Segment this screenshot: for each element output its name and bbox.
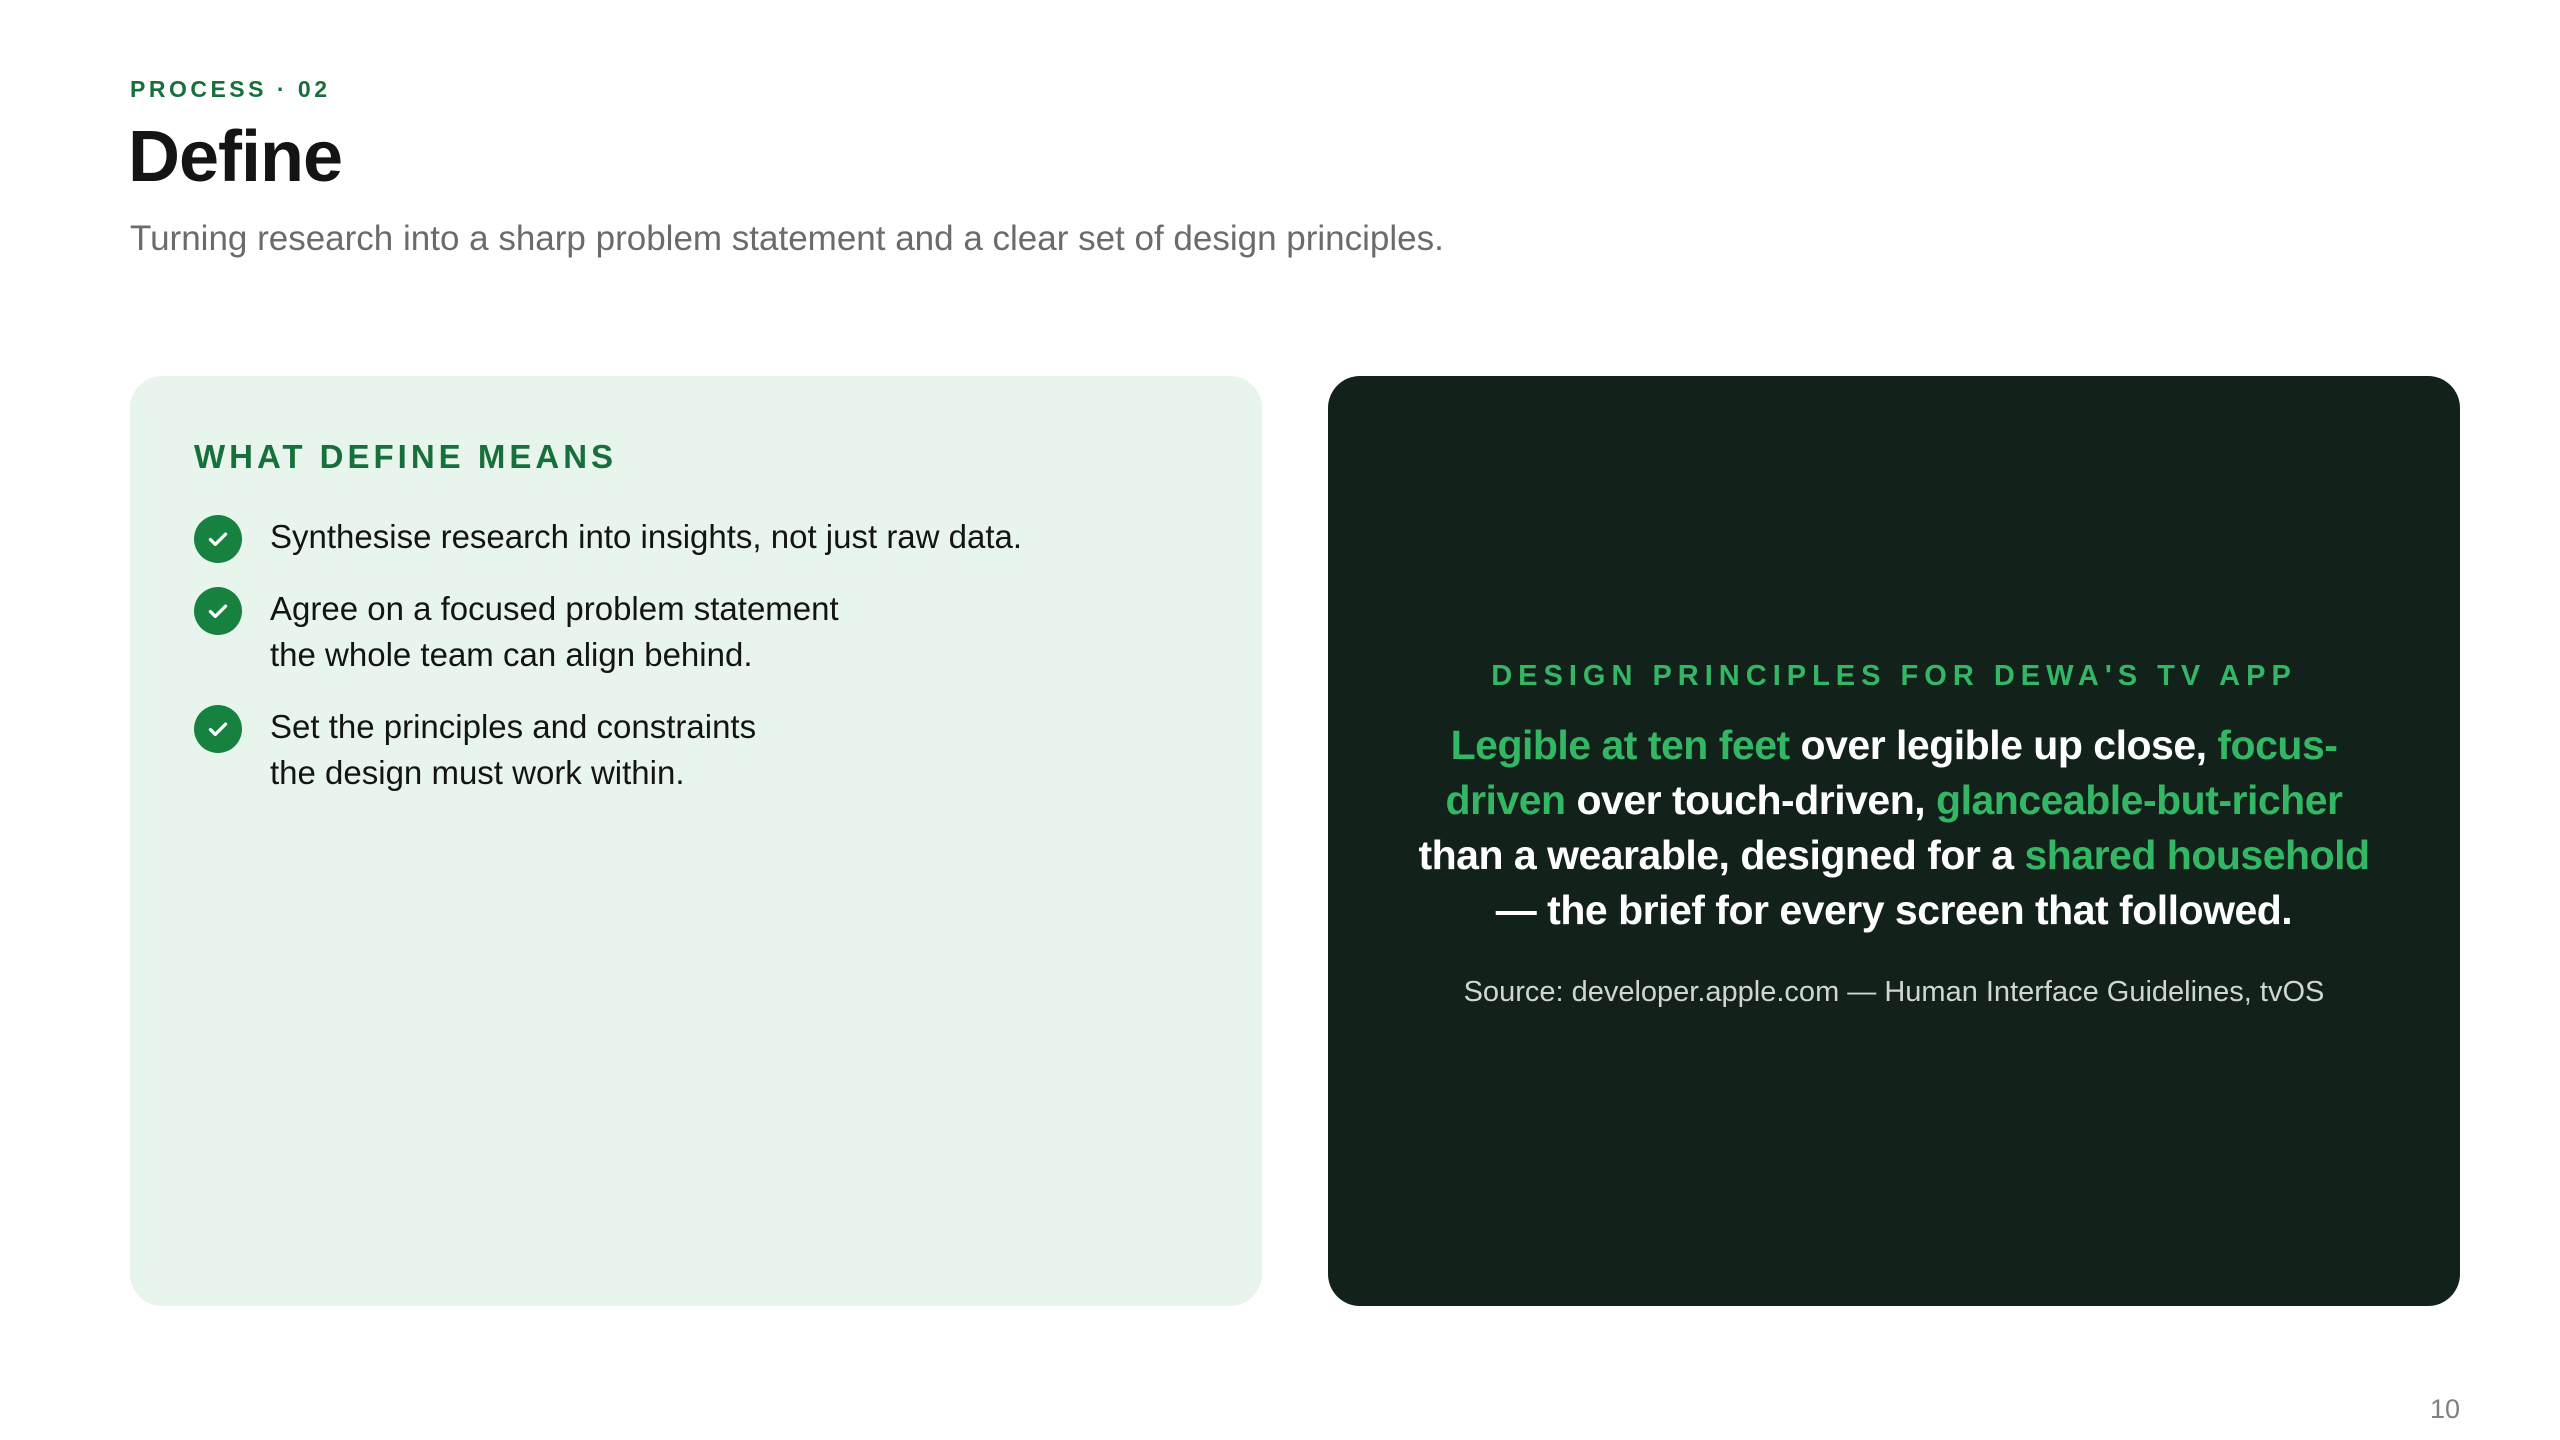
list-item-text: Agree on a focused problem statement the whole team can align behind. bbox=[270, 590, 839, 673]
principle-text: over touch-driven, bbox=[1565, 777, 1937, 823]
list-item bbox=[194, 586, 1022, 678]
section-eyebrow: PROCESS · 02 bbox=[130, 76, 331, 102]
list-item bbox=[194, 704, 1022, 796]
principle-highlight: Legible at ten feet bbox=[1450, 722, 1790, 768]
principle-highlight: shared household bbox=[2024, 832, 2370, 878]
define-list bbox=[194, 514, 1022, 822]
page-title: Define bbox=[128, 117, 343, 197]
principle-statement bbox=[1418, 718, 2370, 938]
source-citation: Source: developer.apple.com — Human Interface Guidelines, tvOS bbox=[1463, 976, 2325, 1008]
principle-text: over legible up close, bbox=[1789, 722, 2218, 768]
check-circle-icon bbox=[194, 587, 242, 635]
check-circle-icon bbox=[194, 515, 242, 563]
check-circle-icon bbox=[194, 705, 242, 753]
card-heading: DESIGN PRINCIPLES FOR DEWA'S TV APP bbox=[1491, 660, 2297, 692]
list-item-text: Set the principles and constraints the design must work within. bbox=[270, 708, 757, 791]
page-number: 10 bbox=[2429, 1394, 2460, 1424]
design-principles-card bbox=[1328, 376, 2460, 1306]
principle-highlight: focus-driven bbox=[1445, 722, 2338, 823]
what-define-means-card bbox=[130, 376, 1262, 1306]
principle-text: — the brief for every screen that followed. bbox=[1495, 887, 2293, 933]
card-heading: WHAT DEFINE MEANS bbox=[194, 438, 618, 475]
principle-highlight: glanceable-but-richer bbox=[1936, 777, 2343, 823]
page-subtitle: Turning research into a sharp problem statement and a clear set of design principles. bbox=[130, 219, 1444, 258]
list-item bbox=[194, 514, 1022, 560]
list-item-text: Synthesise research into insights, not just raw data. bbox=[270, 518, 1023, 555]
principle-text: than a wearable, designed for a bbox=[1418, 832, 2025, 878]
